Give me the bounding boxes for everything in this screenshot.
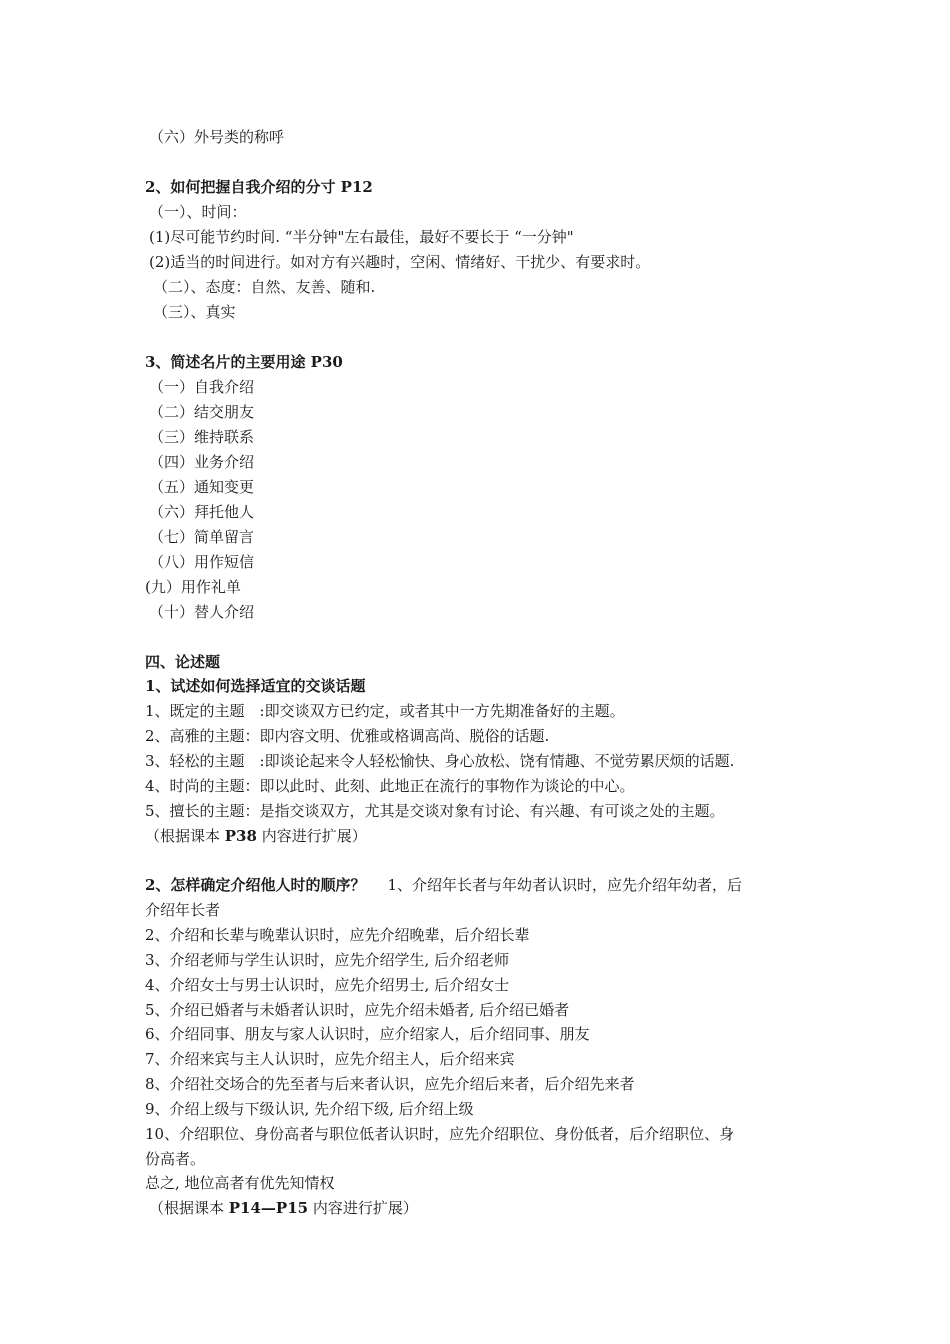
text-line: 介绍年长者 — [145, 901, 221, 919]
text-line: 2、高雅的主题：即内容文明、优雅或格调高尚、脱俗的话题. — [145, 727, 550, 745]
question-heading: 2、怎样确定介绍他人时的顺序？ — [145, 876, 366, 894]
text-line: 5、擅长的主题：是指交谈双方，尤其是交谈对象有讨论、有兴趣、有可谈之处的主题。 — [145, 802, 725, 820]
text-line: 9、介绍上级与下级认识, 先介绍下级, 后介绍上级 — [145, 1100, 474, 1118]
text-line: (1)尽可能节约时间. “半分钟"左右最佳，最好不要长于 “一分钟" — [149, 228, 574, 246]
reference-note — [149, 1198, 418, 1218]
text-line: 3、介绍老师与学生认识时，应先介绍学生, 后介绍老师 — [145, 951, 510, 969]
list-item: （七）简单留言 — [149, 528, 255, 546]
reference-suffix: 内容进行扩展） — [256, 827, 367, 845]
text-line: (2)适当的时间进行。如对方有兴趣时，空闲、情绪好、干扰少、有要求时。 — [149, 253, 651, 271]
text-line: 1、既定的主题 :即交谈双方已约定，或者其中一方先期准备好的主题。 — [145, 702, 625, 720]
question-line — [145, 875, 742, 895]
list-item: （五）通知变更 — [149, 478, 255, 496]
text-line: 8、介绍社交场合的先至者与后来者认识，应先介绍后来者，后介绍先来者 — [145, 1075, 635, 1093]
text-line: 5、介绍已婚者与未婚者认识时，应先介绍未婚者, 后介绍已婚者 — [145, 1001, 570, 1019]
text-line: （三）、真实 — [153, 303, 236, 321]
text-line: 4、介绍女士与男士认识时，应先介绍男士, 后介绍女士 — [145, 976, 510, 994]
text-line: 3、轻松的主题 :即谈论起来令人轻松愉快、身心放松、饶有情趣、不觉劳累厌烦的话题. — [145, 752, 735, 770]
text-line: （六）外号类的称呼 — [149, 128, 285, 146]
text-line: 2、介绍和长辈与晚辈认识时，应先介绍晚辈，后介绍长辈 — [145, 926, 530, 944]
text-line: （二）、态度：自然、友善、随和. — [153, 278, 376, 296]
list-item: （八）用作短信 — [149, 553, 255, 571]
section-heading: 四、论述题 — [145, 653, 221, 671]
text-line: 10、介绍职位、身份高者与职位低者认识时，应先介绍职位、身份低者，后介绍职位、身 — [145, 1125, 735, 1143]
text-line: 4、时尚的主题：即以此时、此刻、此地正在流行的事物作为谈论的中心。 — [145, 777, 635, 795]
list-item: （六）拜托他人 — [149, 503, 255, 521]
reference-prefix: （根据课本 — [149, 1199, 229, 1217]
summary-line: 总之, 地位高者有优先知情权 — [145, 1174, 335, 1192]
text-line: 6、介绍同事、朋友与家人认识时，应介绍家人，后介绍同事、朋友 — [145, 1025, 590, 1043]
page-reference: P14—P15 — [228, 1199, 309, 1217]
text-line: 份高者。 — [145, 1150, 206, 1168]
text-line: 7、介绍来宾与主人认识时，应先介绍主人，后介绍来宾 — [145, 1050, 515, 1068]
page-reference: P38 — [224, 827, 257, 845]
list-item: （三）维持联系 — [149, 428, 255, 446]
reference-suffix: 内容进行扩展） — [308, 1199, 418, 1217]
list-item: （一）自我介绍 — [149, 378, 255, 396]
question-heading: 2、如何把握自我介绍的分寸 P12 — [145, 178, 373, 196]
text-line: 1、介绍年长者与年幼者认识时，应先介绍年幼者，后 — [387, 876, 742, 894]
list-item: （二）结交朋友 — [149, 403, 255, 421]
text-line: （一）、时间： — [149, 203, 247, 221]
list-item: (九）用作礼单 — [145, 578, 241, 596]
question-heading: 3、简述名片的主要用途 P30 — [145, 353, 343, 371]
list-item: （十）替人介绍 — [149, 603, 255, 621]
reference-prefix: （根据课本 — [145, 827, 225, 845]
list-item: （四）业务介绍 — [149, 453, 255, 471]
reference-note — [145, 826, 367, 846]
question-heading: 1、试述如何选择适宜的交谈话题 — [145, 677, 366, 695]
